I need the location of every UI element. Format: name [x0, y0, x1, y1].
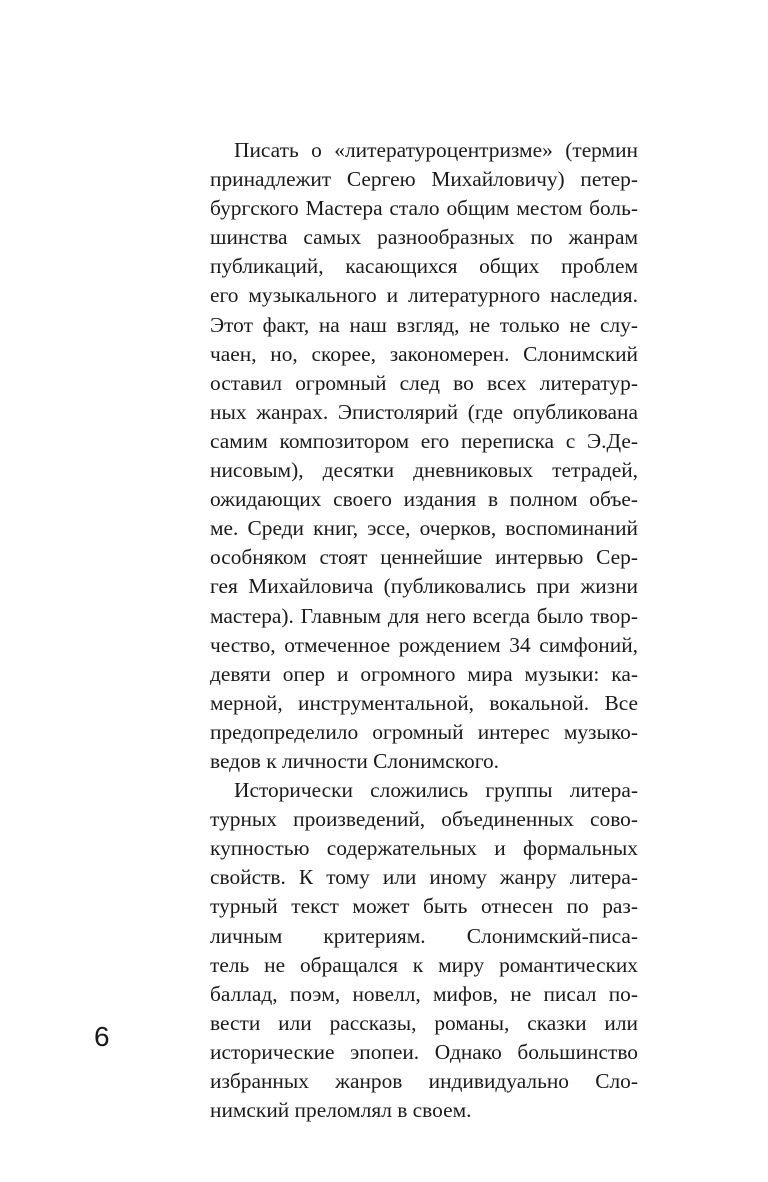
text-line: гея Михайловича (публиковались при жизни	[210, 574, 638, 599]
text-line: чество, отмеченное рождением 34 симфоний,	[210, 632, 638, 657]
text-line: ожидающих своего издания в полном объе-	[210, 487, 638, 512]
body-text	[210, 136, 638, 1125]
text-line: чаен, но, скорее, закономерен. Слонимский	[210, 341, 638, 366]
text-line: публикаций, касающихся общих проблем	[210, 254, 638, 279]
text-line: девяти опер и огромного мира музыки: ка-	[210, 661, 638, 686]
page-number: 6	[94, 1021, 110, 1052]
text-line: ведов к личности Слонимского.	[210, 748, 499, 773]
paragraph-2	[210, 776, 638, 1125]
text-line: ме. Среди книг, эссе, очерков, воспоминаний	[210, 516, 638, 541]
text-line: купностью содержательных и формальных	[210, 836, 638, 861]
text-line: оставил огромный след во всех литератур-	[210, 370, 638, 395]
text-line: Этот факт, на наш взгляд, не только не слу-	[210, 312, 638, 337]
text-line: свойств. К тому или иному жанру литера-	[210, 865, 638, 890]
paragraph-1	[210, 136, 638, 776]
text-line: нисовым), десятки дневниковых тетрадей,	[210, 458, 638, 483]
text-line: турных произведений, объединенных сово-	[210, 807, 638, 832]
text-line: турный текст может быть отнесен по раз-	[210, 894, 638, 919]
text-line: шинства самых разнообразных по жанрам	[210, 225, 638, 250]
text-line: исторические эпопеи. Однако большинство	[210, 1039, 638, 1064]
text-line: предопределило огромный интерес музыко-	[210, 719, 638, 744]
text-line: вести или рассказы, романы, сказки или	[210, 1010, 638, 1035]
text-line: мерной, инструментальной, вокальной. Все	[210, 690, 638, 715]
text-line: бургского Мастера стало общим местом боль-	[210, 196, 638, 221]
text-line: тель не обращался к миру романтических	[210, 952, 638, 977]
text-line: избранных жанров индивидуально Сло-	[210, 1069, 638, 1093]
text-line: ных жанрах. Эпистолярий (где опубликована	[210, 399, 638, 424]
text-line: мастера). Главным для него всегда было твор-	[210, 603, 638, 628]
text-line: особняком стоят ценнейшие интервью Сер-	[210, 545, 638, 570]
text-line: Писать о «литературоцентризме» (термин	[234, 138, 638, 162]
text-line: нимский преломлял в своем.	[210, 1098, 472, 1123]
text-line: его музыкального и литературного наследия.	[210, 283, 638, 308]
text-line: Исторически сложились группы литера-	[234, 778, 638, 803]
text-line: личным критериям. Слонимский-писа-	[210, 923, 638, 948]
text-line: баллад, поэм, новелл, мифов, не писал по-	[210, 981, 638, 1006]
text-line: принадлежит Сергею Михайловичу) петер-	[210, 167, 638, 192]
text-line: самим композитором его переписка с Э.Де-	[210, 428, 638, 453]
